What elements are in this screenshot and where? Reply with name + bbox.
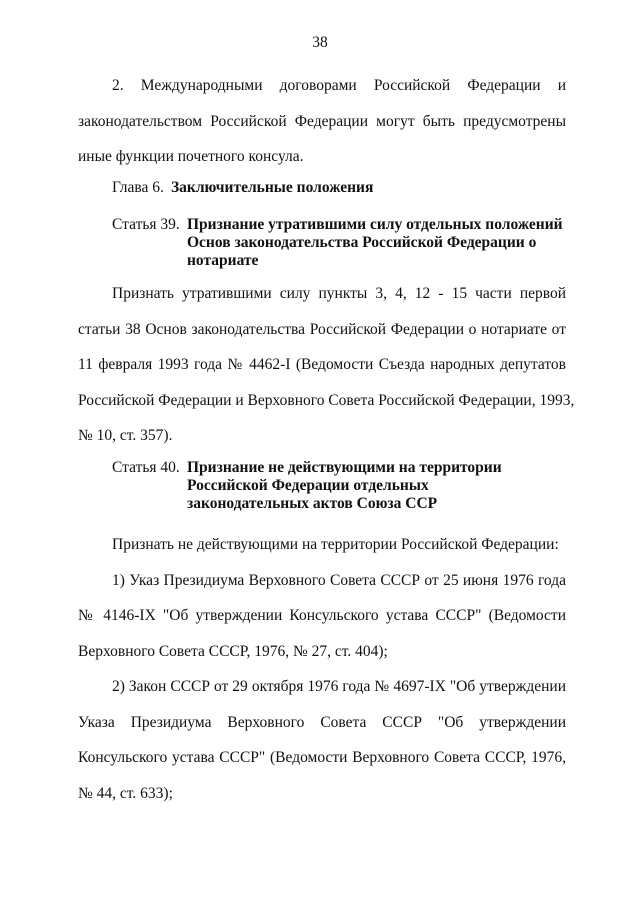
paragraph-line: статьи 38 Основ законодательства Российской Федерации о нотариате от (78, 321, 566, 338)
paragraph-line: 11 февраля 1993 года № 4462-I (Ведомости Съезда народных депутатов (78, 356, 566, 373)
article-39-title-line: нотариате (187, 252, 259, 269)
article-40-title (187, 459, 502, 513)
paragraph-line: законодательством Российской Федерации могут быть предусмотрены (78, 113, 566, 130)
paragraph-line: 1) Указ Президиума Верховного Совета СССР от 25 июня 1976 года (112, 572, 566, 589)
paragraph-line: № 10, ст. 357). (78, 427, 173, 444)
article-40-label: Статья 40. (112, 459, 180, 476)
article-39-title-line: Признание утратившими силу отдельных положений (187, 216, 563, 233)
paragraph-line: Консульского устава СССР" (Ведомости Верховного Совета СССР, 1976, (78, 749, 566, 766)
paragraph-line: 2) Закон СССР от 29 октября 1976 года № 4697-IX "Об утверждении (112, 678, 566, 695)
paragraph-line: Признать не действующими на территории Российской Федерации: (112, 536, 559, 553)
paragraph-line: Указа Президиума Верховного Совета СССР "Об утверждении (78, 714, 566, 731)
paragraph-line: иные функции почетного консула. (78, 148, 304, 165)
paragraph-line: Российской Федерации и Верховного Совета Российской Федерации, 1993, (78, 392, 575, 409)
paragraph-line: Верховного Совета СССР, 1976, № 27, ст. 404); (78, 643, 388, 660)
article-39-title (187, 216, 563, 270)
chapter-title-text: Заключительные положения (171, 179, 374, 196)
paragraph-line: № 44, ст. 633); (78, 785, 173, 802)
page-number: 38 (312, 34, 328, 51)
article-40-title-line: Признание не действующими на территории (187, 459, 502, 476)
paragraph-line: Признать утратившими силу пункты 3, 4, 12 - 15 части первой (112, 285, 566, 302)
paragraph-line: № 4146-IX "Об утверждении Консульского устава СССР" (Ведомости (78, 607, 566, 624)
article-40-title-line: законодательных актов Союза ССР (187, 495, 438, 512)
article-39-label: Статья 39. (112, 216, 180, 233)
paragraph-line: 2. Международными договорами Российской Федерации и (112, 77, 566, 94)
chapter-title (171, 179, 373, 197)
article-39-title-line: Основ законодательства Российской Федерации о (187, 234, 537, 251)
article-40-title-line: Российской Федерации отдельных (187, 477, 429, 494)
chapter-label: Глава 6. (112, 179, 164, 196)
